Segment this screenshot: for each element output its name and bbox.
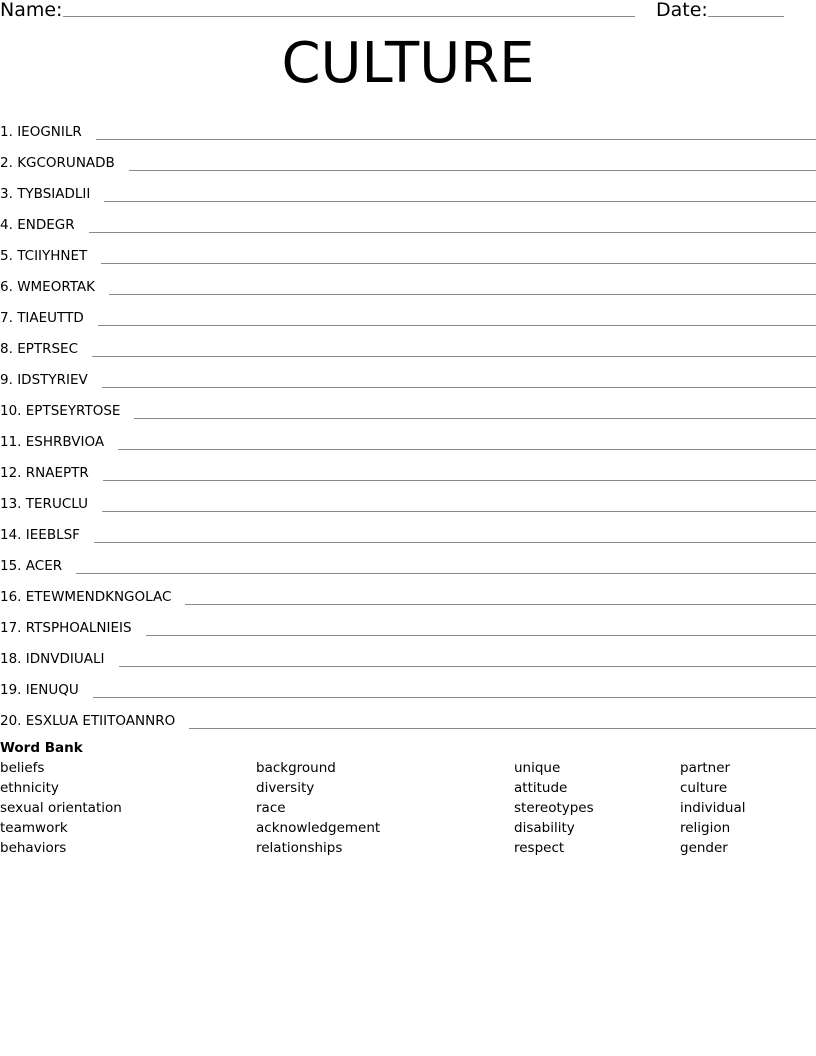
question-row	[0, 111, 816, 142]
scrambled-word: ESHRBVIOA	[25, 434, 105, 450]
scrambled-word: EPTSEYRTOSE	[25, 403, 121, 419]
scrambled-word: IDSTYRIEV	[17, 372, 88, 388]
header	[0, 0, 816, 24]
question-number: 4.	[0, 217, 13, 233]
question-number: 17.	[0, 620, 22, 636]
question-label	[0, 308, 98, 328]
word-bank-item: religion	[680, 820, 731, 836]
question-label	[0, 153, 129, 173]
question-label	[0, 494, 102, 514]
question-label	[0, 339, 92, 359]
word-bank-item: relationships	[256, 840, 343, 856]
question-row	[0, 204, 816, 235]
answer-line[interactable]	[76, 572, 816, 574]
scrambled-word: TERUCLU	[25, 496, 88, 512]
word-bank-item: acknowledgement	[256, 820, 381, 836]
question-row	[0, 483, 816, 514]
answer-line[interactable]	[96, 138, 816, 140]
question-label	[0, 711, 189, 731]
word-bank-item: beliefs	[0, 760, 45, 776]
question-label	[0, 122, 96, 142]
scrambled-word: ACER	[25, 558, 63, 574]
scrambled-word: TCIIYHNET	[17, 248, 88, 264]
answer-line[interactable]	[98, 324, 816, 326]
question-row	[0, 142, 816, 173]
scrambled-word: RNAEPTR	[25, 465, 89, 481]
question-row	[0, 576, 816, 607]
question-label	[0, 525, 94, 545]
scrambled-word: IENUQU	[25, 682, 79, 698]
answer-line[interactable]	[118, 448, 816, 450]
scrambled-word: IDNVDIUALI	[25, 651, 105, 667]
question-row	[0, 235, 816, 266]
question-row	[0, 514, 816, 545]
word-bank-item: culture	[680, 780, 728, 796]
question-number: 3.	[0, 186, 13, 202]
word-bank-item: diversity	[256, 780, 315, 796]
word-bank-item: ethnicity	[0, 780, 59, 796]
question-row	[0, 173, 816, 204]
word-bank-item: unique	[514, 760, 561, 776]
word-bank-item: disability	[514, 820, 575, 836]
answer-line[interactable]	[92, 355, 816, 357]
question-number: 18.	[0, 651, 22, 667]
answer-line[interactable]	[102, 386, 816, 388]
question-label	[0, 463, 103, 483]
question-label	[0, 618, 146, 638]
question-number: 10.	[0, 403, 22, 419]
scrambled-word: ETEWMENDKNGOLAC	[25, 589, 172, 605]
word-bank-column	[680, 758, 746, 858]
word-bank-item: attitude	[514, 780, 568, 796]
answer-line[interactable]	[93, 696, 816, 698]
date-label: Date:	[656, 0, 708, 21]
question-row	[0, 390, 816, 421]
question-number: 7.	[0, 310, 13, 326]
word-bank-item: partner	[680, 760, 731, 776]
question-row	[0, 452, 816, 483]
question-number: 11.	[0, 434, 22, 450]
question-label	[0, 587, 185, 607]
answer-line[interactable]	[94, 541, 816, 543]
scrambled-word: RTSPHOALNIEIS	[25, 620, 132, 636]
answer-line[interactable]	[146, 634, 816, 636]
question-row	[0, 328, 816, 359]
answer-line[interactable]	[109, 293, 816, 295]
word-bank-item: individual	[680, 800, 746, 816]
question-row	[0, 700, 816, 731]
word-bank-item: behaviors	[0, 840, 67, 856]
question-row	[0, 297, 816, 328]
question-number: 20.	[0, 713, 22, 729]
question-label	[0, 370, 102, 390]
scrambled-word: WMEORTAK	[17, 279, 96, 295]
word-bank-item: stereotypes	[514, 800, 594, 816]
answer-line[interactable]	[129, 169, 816, 171]
word-bank-item: race	[256, 800, 286, 816]
question-label	[0, 401, 134, 421]
question-label	[0, 432, 118, 452]
question-number: 15.	[0, 558, 22, 574]
question-number: 13.	[0, 496, 22, 512]
scrambled-word: KGCORUNADB	[17, 155, 115, 171]
word-bank-column	[514, 758, 594, 858]
question-number: 1.	[0, 124, 13, 140]
word-bank	[0, 758, 816, 858]
answer-line[interactable]	[185, 603, 816, 605]
answer-line[interactable]	[134, 417, 816, 419]
answer-line[interactable]	[119, 665, 816, 667]
question-row	[0, 266, 816, 297]
question-label	[0, 680, 93, 700]
name-label: Name:	[0, 0, 63, 21]
word-bank-column	[0, 758, 122, 858]
scrambled-word: ENDEGR	[17, 217, 75, 233]
question-row	[0, 359, 816, 390]
scrambled-word: TYBSIADLII	[17, 186, 91, 202]
scrambled-word: EPTRSEC	[17, 341, 79, 357]
question-row	[0, 545, 816, 576]
scrambled-word: IEOGNILR	[17, 124, 82, 140]
question-label	[0, 246, 101, 266]
question-label	[0, 277, 109, 297]
question-row	[0, 669, 816, 700]
question-row	[0, 607, 816, 638]
scrambled-word: IEEBLSF	[25, 527, 80, 543]
name-field-line[interactable]	[63, 16, 635, 17]
question-number: 19.	[0, 682, 22, 698]
question-label	[0, 556, 76, 576]
answer-line[interactable]	[189, 727, 816, 729]
answer-line[interactable]	[101, 262, 816, 264]
question-label	[0, 184, 104, 204]
word-bank-column	[256, 758, 380, 858]
question-list	[0, 111, 816, 731]
date-field-line[interactable]	[708, 16, 784, 17]
question-number: 6.	[0, 279, 13, 295]
question-number: 8.	[0, 341, 13, 357]
word-bank-item: gender	[680, 840, 728, 856]
question-label	[0, 215, 89, 235]
word-bank-item: respect	[514, 840, 565, 856]
question-row	[0, 638, 816, 669]
word-bank-item: background	[256, 760, 336, 776]
question-number: 5.	[0, 248, 13, 264]
question-number: 14.	[0, 527, 22, 543]
answer-line[interactable]	[104, 200, 816, 202]
word-bank-item: teamwork	[0, 820, 68, 836]
answer-line[interactable]	[103, 479, 816, 481]
question-label	[0, 649, 119, 669]
question-row	[0, 421, 816, 452]
scrambled-word: TIAEUTTD	[17, 310, 84, 326]
question-number: 2.	[0, 155, 13, 171]
question-number: 12.	[0, 465, 22, 481]
question-number: 9.	[0, 372, 13, 388]
word-bank-title: Word Bank	[0, 740, 83, 756]
worksheet-title: CULTURE	[281, 31, 535, 96]
question-number: 16.	[0, 589, 22, 605]
scrambled-word: ESXLUA ETIITOANNRO	[25, 713, 176, 729]
answer-line[interactable]	[102, 510, 816, 512]
word-bank-item: sexual orientation	[0, 800, 122, 816]
answer-line[interactable]	[89, 231, 816, 233]
